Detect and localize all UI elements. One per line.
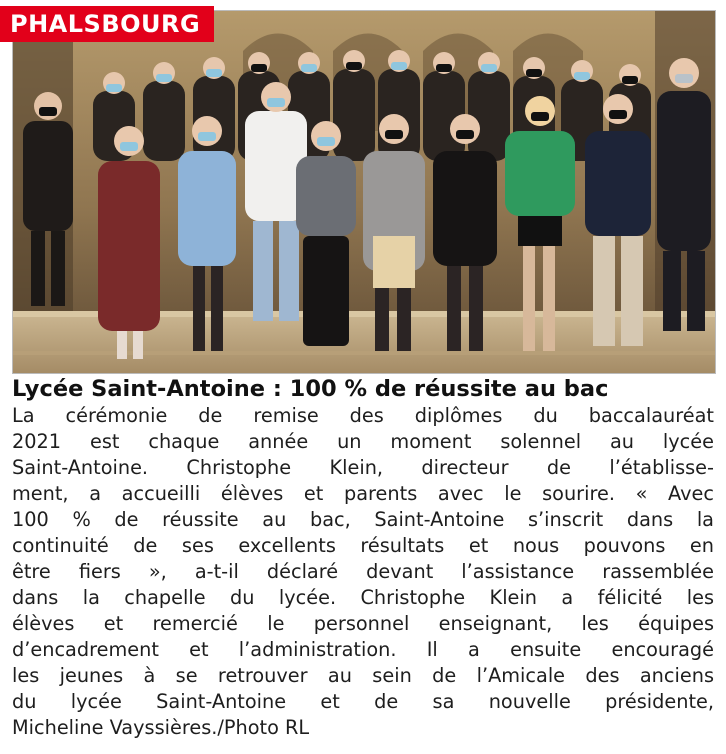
article-body: [12, 403, 714, 741]
body-line: dans la chapelle du lycée. Christophe Klein a félicité les: [12, 586, 714, 609]
body-line: Micheline Vayssières./Photo RL: [12, 716, 310, 739]
group-photo: [12, 10, 716, 374]
body-line: élèves et remercié le personnel enseignant, les équipes: [12, 612, 714, 635]
body-line: du lycée Saint-Antoine et de sa nouvelle présidente,: [12, 690, 714, 713]
body-line: La cérémonie de remise des diplômes du baccalauréat: [12, 404, 714, 427]
article-headline: Lycée Saint-Antoine : 100 % de réussite au bac: [12, 376, 609, 402]
body-line: Saint-Antoine. Christophe Klein, directeur de l’établisse-: [12, 456, 714, 479]
body-line: être fiers », a-t-il déclaré devant l’assistance rassemblée: [12, 560, 714, 583]
body-line: les jeunes à se retrouver au sein de l’Amicale des anciens: [12, 664, 714, 687]
body-line: d’encadrement et l’administration. Il a ensuite encouragé: [12, 638, 714, 661]
body-line: 100 % de réussite au bac, Saint-Antoine s’inscrit dans la: [12, 508, 714, 531]
body-line: 2021 est chaque année un moment solennel au lycée: [12, 430, 714, 453]
body-line: continuité de ses excellents résultats et nous pouvons en: [12, 534, 714, 557]
section-tag[interactable]: PHALSBOURG: [0, 6, 214, 42]
body-line: ment, a accueilli élèves et parents avec le sourire. « Avec: [12, 482, 714, 505]
